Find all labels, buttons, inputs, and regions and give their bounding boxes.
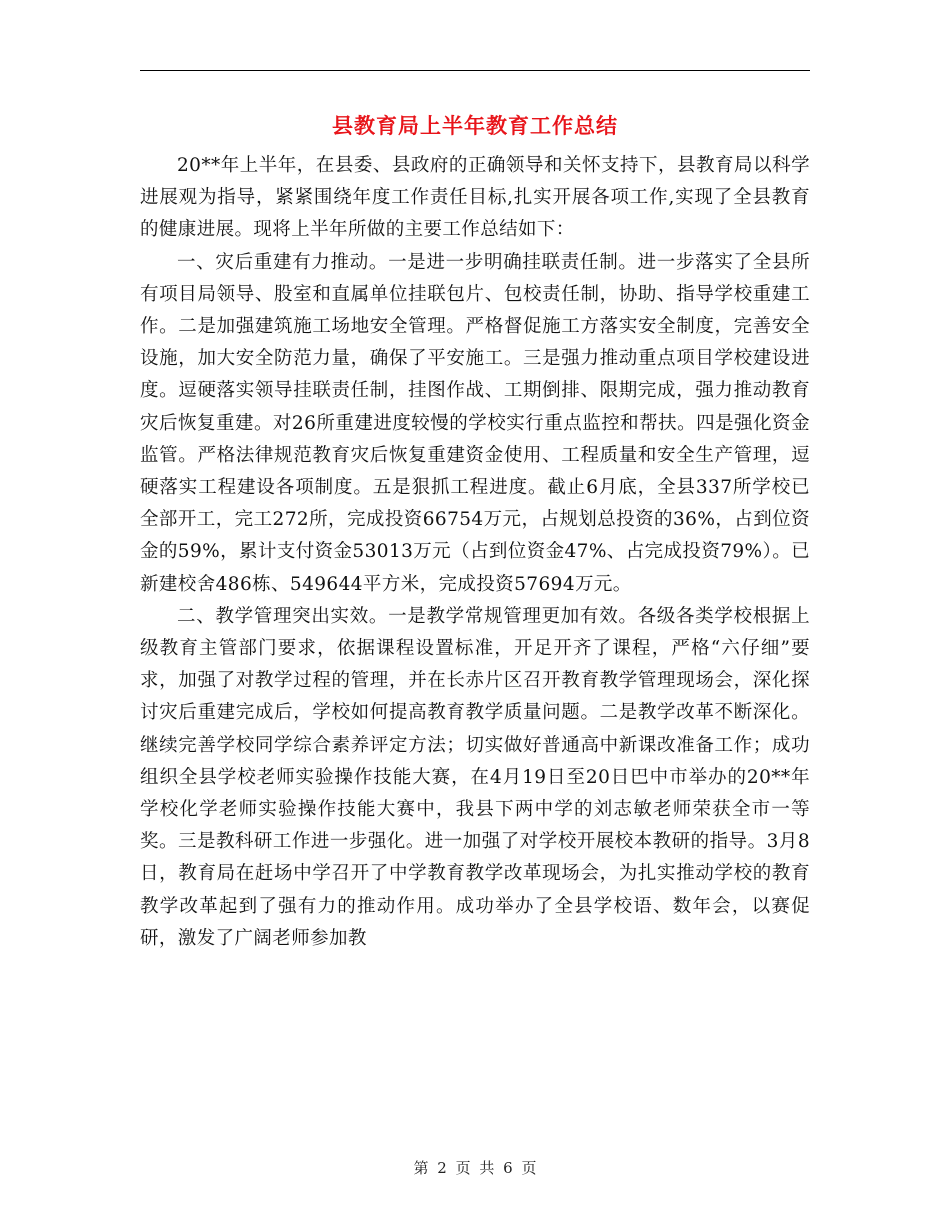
document-body bbox=[140, 150, 810, 955]
page-number-footer: 第 2 页 共 6 页 bbox=[413, 1159, 537, 1177]
paragraph-reconstruction: 一、灾后重建有力推动。一是进一步明确挂联责任制。进一步落实了全县所有项目局领导、股室和直属单位挂联包片、包校责任制，协助、指导学校重建工作。二是加强建筑施工场地安全管理。严格督促施工方落实安全制度，完善安全设施，加大安全防范力量，确保了平安施工。三是强力推动重点项目学校建设进度。逗硬落实领导挂联责任制，挂图作战、工期倒排、限期完成，强力推动教育灾后恢复重建。对26所重建进度较慢的学校实行重点监控和帮扶。四是强化资金监管。严格法律规范教育灾后恢复重建资金使用、工程质量和安全生产管理，逗硬落实工程建设各项制度。五是狠抓工程进度。截止6月底，全县337所学校已全部开工，完工272所，完成投资66754万元，占规划总投资的36%，占到位资金的59%，累计支付资金53013万元（占到位资金47%、占完成投资79%）。已新建校舍486栋、549644平方米，完成投资57694万元。 bbox=[140, 251, 810, 595]
document-title: 县教育局上半年教育工作总结 bbox=[332, 113, 618, 138]
paragraph-teaching-management: 二、教学管理突出实效。一是教学常规管理更加有效。各级各类学校根据上级教育主管部门要求，依据课程设置标准，开足开齐了课程，严格“六仔细”要求，加强了对教学过程的管理，并在长赤片区召开教育教学管理现场会，深化探讨灾后重建完成后，学校如何提高教育教学质量问题。二是教学改革不断深化。继续完善学校同学综合素养评定方法；切实做好普通高中新课改准备工作；成功组织全县学校老师实验操作技能大赛，在4月19日至20日巴中市举办的20**年学校化学老师实验操作技能大赛中，我县下两中学的刘志敏老师荣获全市一等奖。三是教科研工作进一步强化。进一加强了对学校开展校本教研的指导。3月8日，教育局在赶场中学召开了中学教育教学改革现场会，为扎实推动学校的教育教学改革起到了强有力的推动作用。成功举办了全县学校语、数年会，以赛促研，激发了广阔老师参加教 bbox=[140, 605, 810, 949]
header-rule bbox=[140, 70, 810, 71]
paragraph-intro: 20**年上半年，在县委、县政府的正确领导和关怀支持下，县教育局以科学进展观为指导，紧紧围绕年度工作责任目标,扎实开展各项工作,实现了全县教育的健康进展。现将上半年所做的主要工作总结如下： bbox=[140, 155, 810, 241]
